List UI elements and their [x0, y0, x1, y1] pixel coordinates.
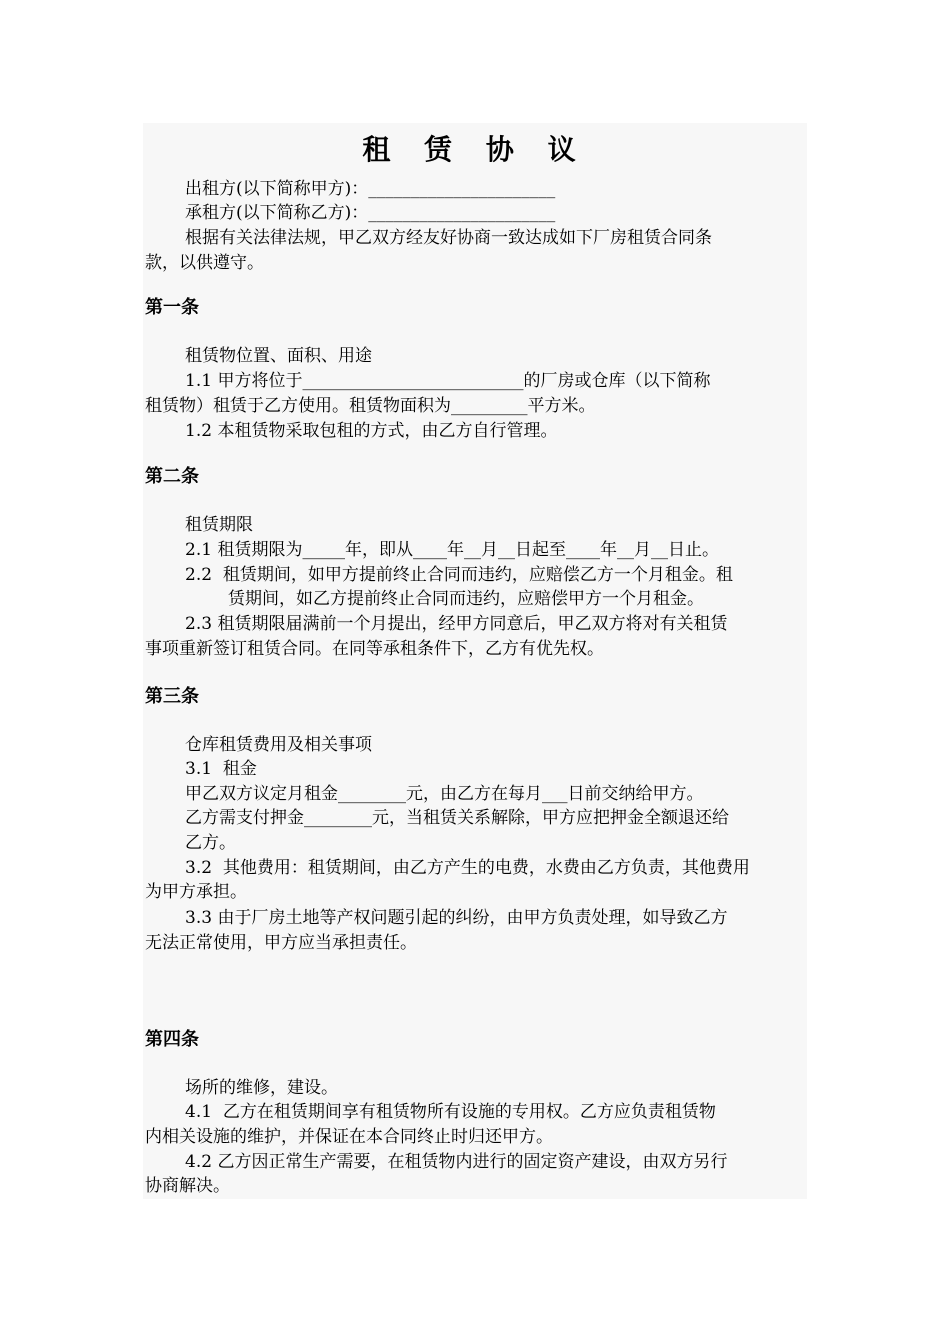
clause-line: 租赁物）租赁于乙方使用。租赁物面积为_________平方米。: [145, 396, 596, 416]
clause-line: 1.2 本租赁物采取包租的方式，由乙方自行管理。: [185, 421, 558, 441]
article-heading: 第一条: [145, 297, 199, 318]
clause-line: 乙方需支付押金________元，当租赁关系解除，甲方应把押金全额退还给: [185, 808, 729, 828]
article-subject: 仓库租赁费用及相关事项: [185, 735, 372, 755]
preamble-line: 根据有关法律法规，甲乙双方经友好协商一致达成如下厂房租赁合同条: [185, 228, 712, 248]
article-subject: 场所的维修，建设。: [185, 1078, 338, 1098]
clause-line: 3.3 由于厂房土地等产权问题引起的纠纷，由甲方负责处理，如导致乙方: [185, 908, 728, 928]
article-subject: 租赁期限: [185, 515, 253, 535]
clause-line: 4.2 乙方因正常生产需要，在租赁物内进行的固定资产建设，由双方另行: [185, 1152, 728, 1172]
document-title: 租 赁 协 议: [362, 133, 588, 166]
article-heading: 第二条: [145, 466, 199, 487]
preamble-line: 款，以供遵守。: [145, 253, 264, 273]
clause-line: 协商解决。: [145, 1176, 230, 1196]
clause-line: 2.2 租赁期间，如甲方提前终止合同而违约，应赔偿乙方一个月租金。租: [185, 565, 733, 585]
clause-line: 乙方。: [185, 833, 236, 853]
article-heading: 第四条: [145, 1029, 199, 1050]
article-subject: 租赁物位置、面积、用途: [185, 346, 372, 366]
clause-line: 无法正常使用，甲方应当承担责任。: [145, 933, 417, 953]
clause-line: 4.1 乙方在租赁期间享有租赁物所有设施的专用权。乙方应负责租赁物: [185, 1102, 716, 1122]
clause-line: 2.1 租赁期限为_____年，即从____年__月__日起至____年__月__日止。: [185, 540, 719, 560]
clause-line: 事项重新签订租赁合同。在同等承租条件下，乙方有优先权。: [145, 639, 604, 659]
clause-line: 内相关设施的维护，并保证在本合同终止时归还甲方。: [145, 1127, 553, 1147]
lessee-line: 承租方(以下简称乙方)：______________________: [185, 203, 556, 223]
document-page: [143, 123, 807, 1199]
clause-line: 3.1 租金: [185, 759, 257, 779]
clause-line: 1.1 甲方将位于__________________________的厂房或仓库（以下简称: [185, 371, 711, 391]
clause-line: 赁期间，如乙方提前终止合同而违约，应赔偿甲方一个月租金。: [228, 589, 704, 609]
clause-line: 为甲方承担。: [145, 882, 247, 902]
lessor-line: 出租方(以下简称甲方)：______________________: [185, 179, 556, 199]
clause-line: 甲乙双方议定月租金________元，由乙方在每月___日前交纳给甲方。: [185, 784, 704, 804]
clause-line: 3.2 其他费用：租赁期间，由乙方产生的电费，水费由乙方负责，其他费用: [185, 858, 750, 878]
article-heading: 第三条: [145, 686, 199, 707]
clause-line: 2.3 租赁期限届满前一个月提出，经甲方同意后，甲乙双方将对有关租赁: [185, 614, 728, 634]
